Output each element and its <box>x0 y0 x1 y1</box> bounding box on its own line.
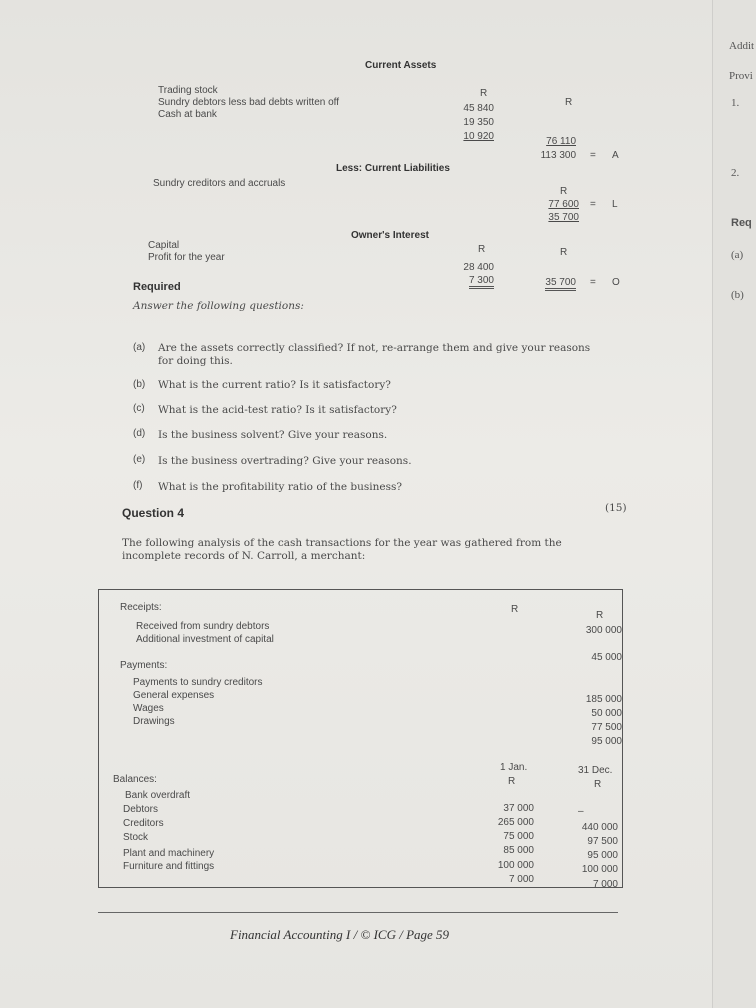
cl-letter: L <box>612 199 618 210</box>
question4-intro-line2: incomplete records of N. Carroll, a merchant: <box>122 550 366 562</box>
ca-item-value: 45 840 <box>463 103 494 114</box>
question-text: Are the assets correctly classified? If not, re-arrange them and give your reasons <box>158 342 591 354</box>
table-col-r1: R <box>511 604 519 615</box>
current-assets-heading: Current Assets <box>365 60 437 71</box>
receipts-heading: Receipts: <box>120 602 162 613</box>
receipt-label: Additional investment of capital <box>136 634 274 645</box>
payment-label: Drawings <box>133 716 175 727</box>
side-text: 1. <box>731 97 740 109</box>
cl-label: Sundry creditors and accruals <box>153 178 286 189</box>
side-text: Req <box>731 217 752 229</box>
question-marker: (b) <box>133 379 146 390</box>
question-text: for doing this. <box>158 355 233 367</box>
question-text: Is the business overtrading? Give your reasons. <box>158 455 412 467</box>
payment-label: Payments to sundry creditors <box>133 677 263 688</box>
ca-item-label: Sundry debtors less bad debts written off <box>158 97 340 108</box>
question-marker: (c) <box>133 403 145 414</box>
cl-col-r: R <box>560 186 568 197</box>
page-footer: Financial Accounting I / © ICG / Page 59 <box>230 927 450 942</box>
side-text: Addit <box>729 40 755 52</box>
col-jan: 1 Jan. <box>500 762 528 773</box>
marks: (15) <box>605 502 627 514</box>
balance-jan: 75 000 <box>503 831 534 842</box>
ca-total-eq: = <box>590 150 596 161</box>
ca-item-label: Trading stock <box>158 85 218 96</box>
payment-value: 95 000 <box>591 736 622 747</box>
receipt-value: 300 000 <box>585 625 622 636</box>
oi-item-label: Profit for the year <box>148 252 225 263</box>
question-text: Is the business solvent? Give your reasons. <box>158 429 388 441</box>
ca-subtotal: 76 110 <box>546 136 576 147</box>
question-text: What is the current ratio? Is it satisfactory? <box>158 379 391 391</box>
oi-col-r2: R <box>560 247 568 258</box>
balance-jan: 85 000 <box>503 845 534 856</box>
payments-heading: Payments: <box>120 660 168 671</box>
receipt-value: 45 000 <box>591 652 622 663</box>
current-assets-col-r1: R <box>480 88 488 99</box>
balance-dec: – <box>578 806 584 817</box>
payment-value: 77 500 <box>591 722 622 733</box>
col-jan-r: R <box>508 776 516 787</box>
balance-label: Bank overdraft <box>125 790 191 801</box>
current-assets-col-r2: R <box>565 97 573 108</box>
balance-dec: 97 500 <box>587 836 618 847</box>
ca-item-value: 19 350 <box>463 117 494 128</box>
balances-heading: Balances: <box>113 774 157 785</box>
question-marker: (d) <box>133 428 146 439</box>
balance-dec: 95 000 <box>587 850 618 861</box>
ca-item-value: 10 920 <box>463 131 494 142</box>
balance-label: Plant and machinery <box>123 848 215 859</box>
cl-eq: = <box>590 199 596 210</box>
balance-dec: 440 000 <box>581 822 618 833</box>
oi-total: 35 700 <box>545 277 576 291</box>
payment-value: 50 000 <box>591 708 622 719</box>
oi-letter: O <box>612 277 620 288</box>
col-dec: 31 Dec. <box>578 765 613 776</box>
question4-intro-line1: The following analysis of the cash transactions for the year was gathered from the <box>122 537 562 549</box>
question-marker: (a) <box>133 342 146 353</box>
question-text: What is the acid-test ratio? Is it satisfactory? <box>158 404 397 416</box>
balance-jan: 100 000 <box>497 860 534 871</box>
side-text: (a) <box>731 249 744 261</box>
ca-total-letter: A <box>612 150 619 161</box>
cl-value2: 35 700 <box>548 212 579 223</box>
balance-dec: 7 000 <box>592 879 618 890</box>
side-text: Provi <box>729 70 753 82</box>
balance-label: Creditors <box>123 818 164 829</box>
table-col-r2: R <box>596 610 604 621</box>
payment-label: Wages <box>133 703 164 714</box>
oi-item-label: Capital <box>148 240 180 251</box>
required-heading: Required <box>133 281 181 293</box>
owners-interest-heading: Owner's Interest <box>351 230 429 241</box>
question-text: What is the profitability ratio of the business? <box>158 481 403 493</box>
footer-divider <box>98 912 618 913</box>
payment-label: General expenses <box>133 690 215 701</box>
balance-jan: 37 000 <box>503 803 534 814</box>
balance-jan: 7 000 <box>508 874 534 885</box>
balance-label: Furniture and fittings <box>123 861 215 872</box>
side-text: (b) <box>731 289 744 301</box>
current-liabilities-heading: Less: Current Liabilities <box>336 163 450 174</box>
adjacent-page-edge <box>712 0 756 1008</box>
oi-col-r1: R <box>478 244 486 255</box>
question-marker: (e) <box>133 454 146 465</box>
ca-item-label: Cash at bank <box>158 109 217 120</box>
oi-eq: = <box>590 277 596 288</box>
side-text: 2. <box>731 167 740 179</box>
balance-jan: 265 000 <box>497 817 534 828</box>
required-intro: Answer the following questions: <box>133 300 304 312</box>
balance-dec: 100 000 <box>581 864 618 875</box>
question-marker: (f) <box>133 480 143 491</box>
col-dec-r: R <box>594 779 602 790</box>
ca-total: 113 300 <box>540 150 576 161</box>
balance-label: Stock <box>123 832 149 843</box>
oi-item-value: 28 400 <box>463 262 494 273</box>
oi-item-value: 7 300 <box>469 275 494 289</box>
payment-value: 185 000 <box>585 694 622 705</box>
receipt-label: Received from sundry debtors <box>136 621 270 632</box>
balance-label: Debtors <box>123 804 159 815</box>
question4-heading: Question 4 <box>122 506 185 520</box>
cl-value1: 77 600 <box>548 199 579 210</box>
